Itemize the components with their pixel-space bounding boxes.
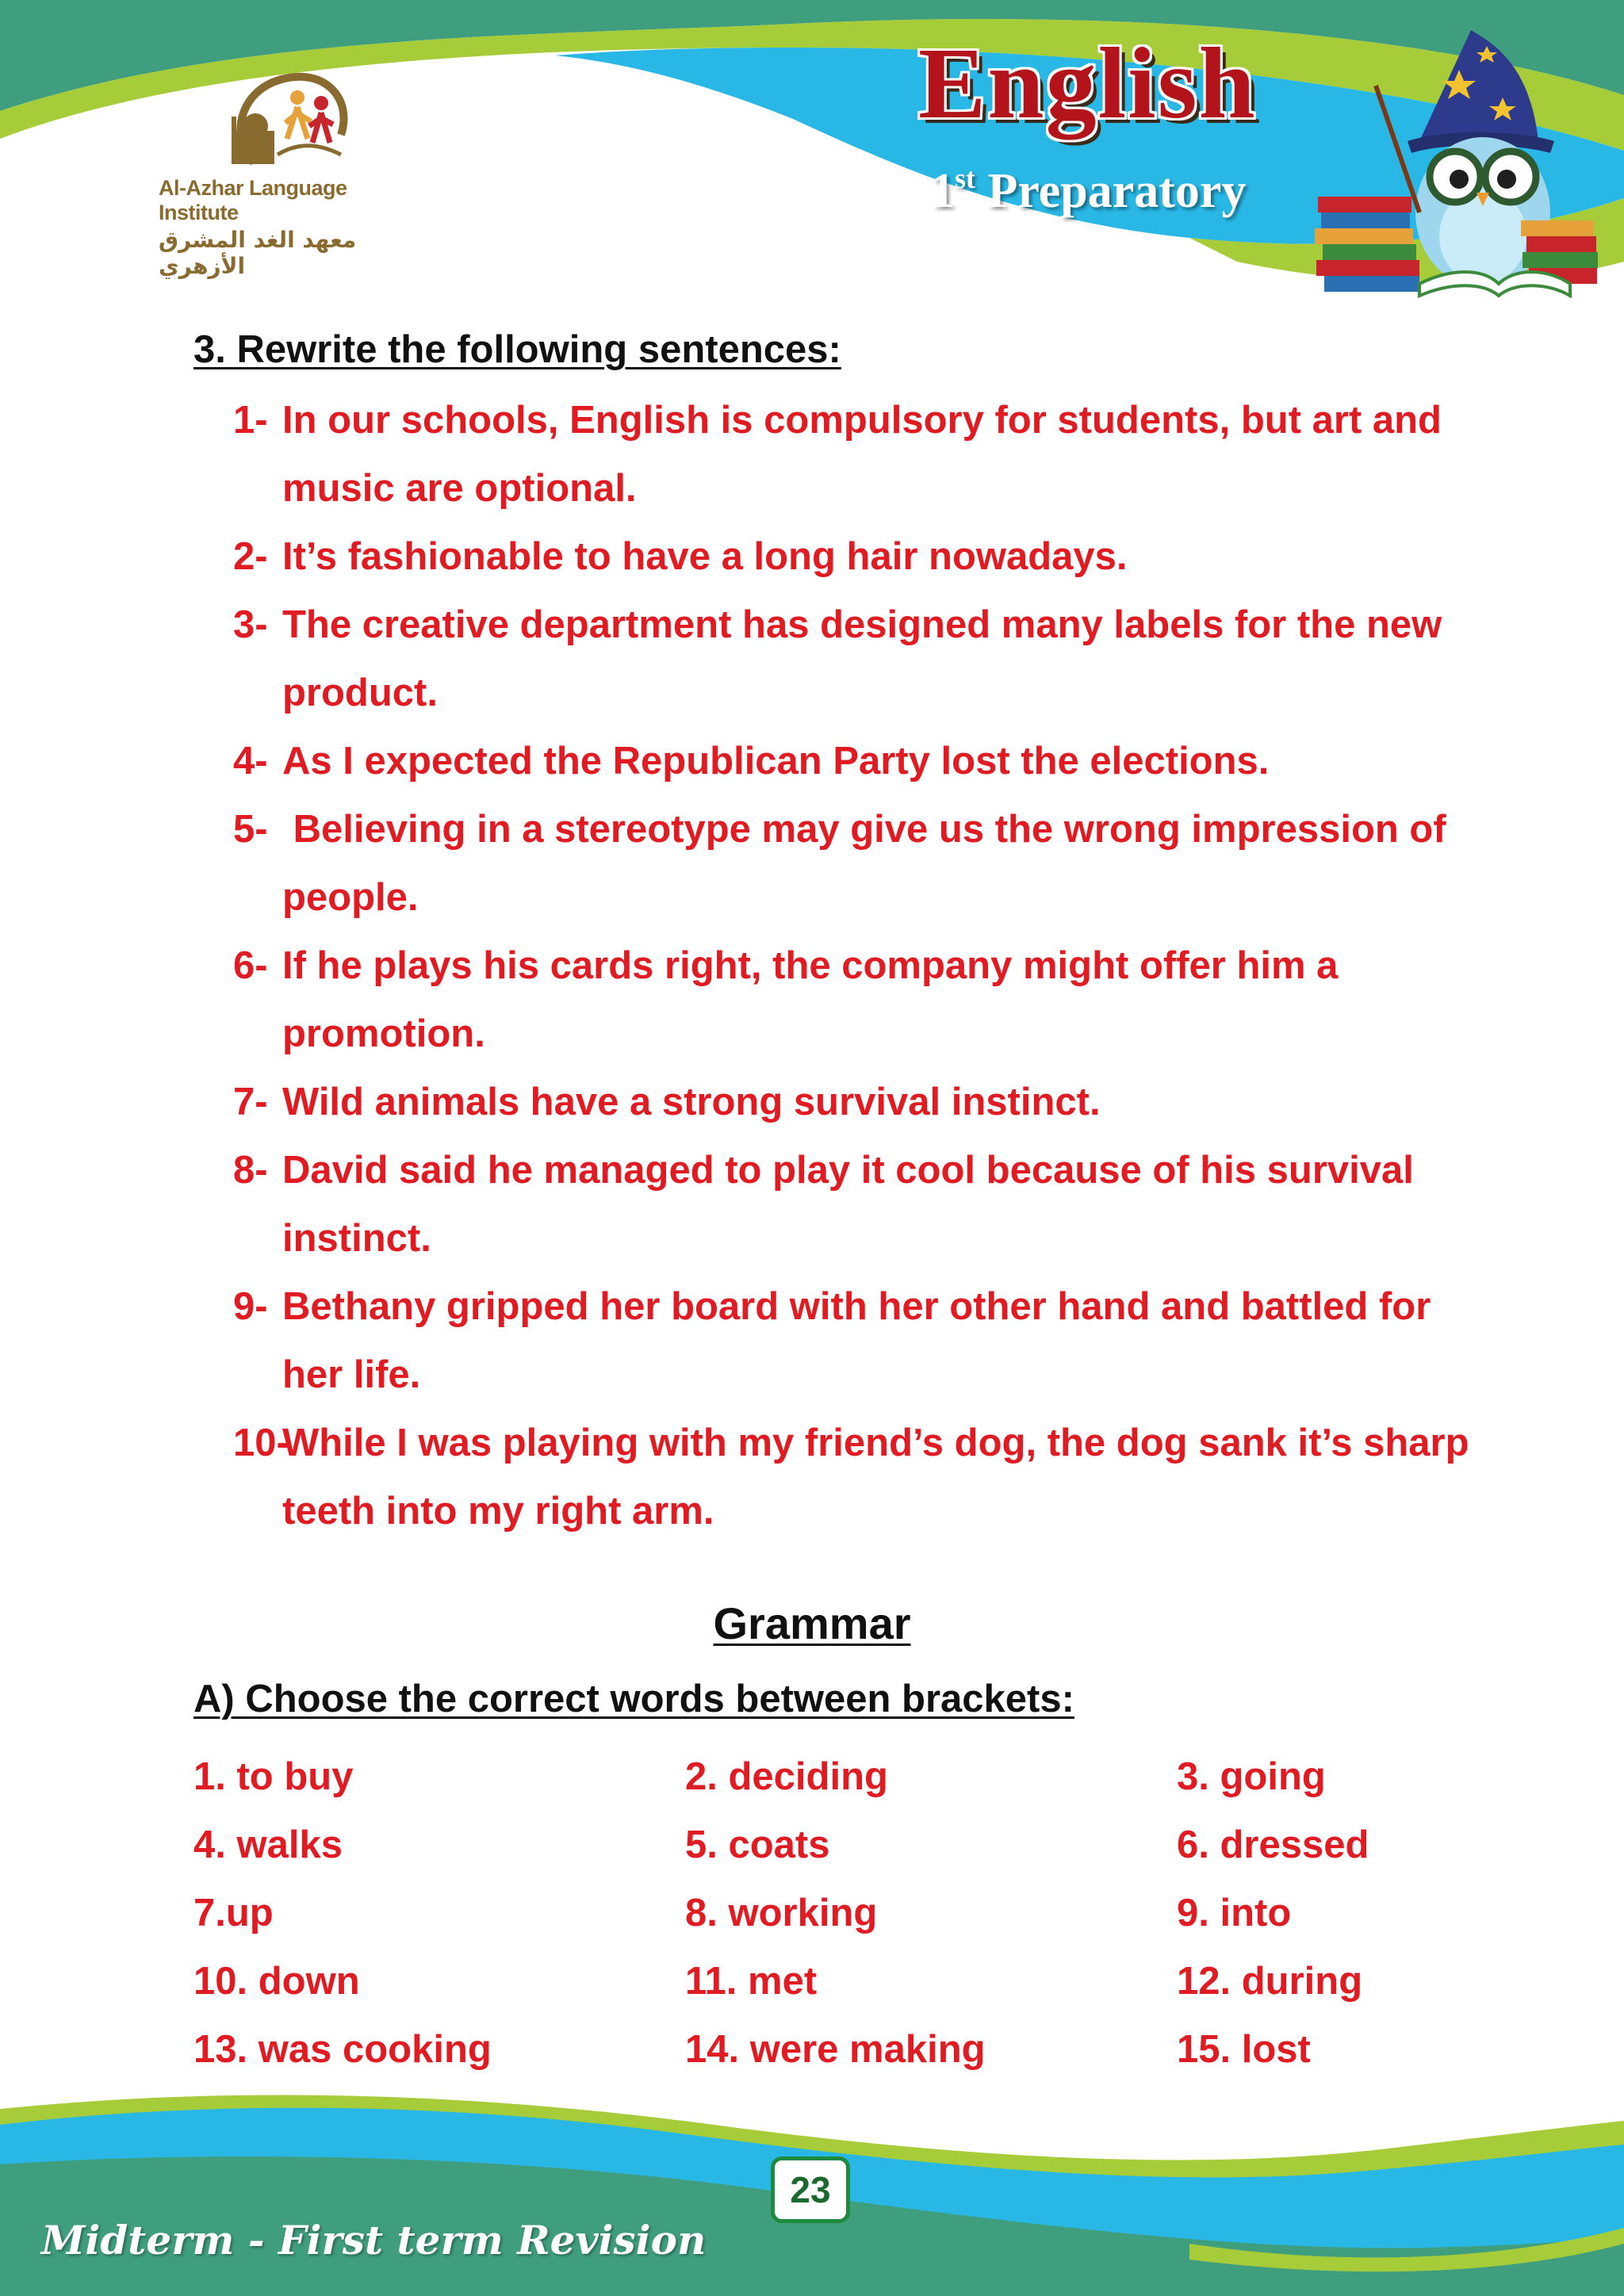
sentence-list — [193, 386, 1494, 1545]
subject-title: English — [918, 27, 1257, 140]
item-text: If he plays his cards right, the company might offer him a promotion. — [282, 944, 1339, 1055]
list-item — [193, 795, 1494, 932]
answer-item: 2. deciding — [685, 1755, 888, 1798]
page-number-badge: 23 — [771, 2156, 850, 2223]
item-number: 6- — [233, 944, 268, 987]
institute-name-english: Al-Azhar Language Institute — [159, 176, 347, 224]
answer-item: 15. lost — [1177, 2028, 1311, 2071]
list-item — [193, 591, 1494, 727]
item-text: In our schools, English is compulsory for students, but art and music are optional. — [282, 399, 1442, 510]
answer-item: 4. walks — [193, 1823, 343, 1866]
list-item — [193, 386, 1494, 522]
answer-item: 7.up — [193, 1892, 274, 1934]
item-number: 8- — [233, 1149, 268, 1192]
item-text: The creative department has designed many labels for the new product. — [282, 603, 1442, 714]
grade-title — [930, 162, 1246, 220]
institute-logo — [159, 67, 428, 279]
answers-grid — [193, 1743, 1542, 2084]
answer-item: 6. dressed — [1177, 1823, 1369, 1866]
list-item — [193, 1409, 1494, 1545]
item-text: David said he managed to play it cool because of his survival instinct. — [282, 1149, 1414, 1260]
item-text: While I was playing with my friend’s dog, the dog sank it’s sharp teeth into my right arm. — [282, 1422, 1469, 1533]
wizard-owl-books-illustration — [1300, 22, 1602, 316]
answer-item: 3. going — [1177, 1755, 1326, 1798]
answer-item: 9. into — [1177, 1892, 1292, 1934]
grade-number: 1 — [930, 164, 955, 218]
item-number: 7- — [233, 1081, 268, 1123]
answer-item: 14. were making — [685, 2028, 986, 2071]
answer-item: 8. working — [685, 1892, 878, 1934]
item-text: Bethany gripped her board with her other hand and battled for her life. — [282, 1285, 1431, 1396]
grade-suffix: st — [955, 163, 975, 194]
list-item — [193, 1136, 1494, 1272]
item-number: 3- — [233, 603, 268, 646]
list-item — [193, 932, 1494, 1068]
answer-item: 13. was cooking — [193, 2028, 492, 2071]
list-item — [193, 1272, 1494, 1409]
choose-words-heading: A) Choose the correct words between brackets: — [193, 1678, 1074, 1720]
item-text: Wild animals have a strong survival instinct. — [282, 1081, 1101, 1123]
item-number: 2- — [233, 535, 268, 578]
rewrite-sentences-section — [193, 321, 1494, 1545]
answer-item: 5. coats — [685, 1823, 830, 1866]
item-text: It’s fashionable to have a long hair nowadays. — [282, 535, 1128, 578]
answer-item: 11. met — [685, 1960, 818, 2003]
section-heading: 3. Rewrite the following sentences: — [193, 328, 841, 371]
item-text: Believing in a stereotype may give us the wrong impression of people. — [282, 808, 1457, 919]
item-number: 9- — [233, 1285, 268, 1328]
item-number: 10- — [233, 1422, 289, 1464]
footer-label: Midterm - First term Revision — [41, 2217, 707, 2263]
list-item — [193, 1068, 1494, 1136]
item-text: As I expected the Republican Party lost the elections. — [282, 740, 1270, 783]
answer-item: 12. during — [1177, 1960, 1363, 2003]
institute-emblem-icon — [222, 67, 357, 174]
item-number: 5- — [233, 808, 268, 851]
grammar-title: Grammar — [713, 1598, 911, 1648]
grade-label: Preparatory — [987, 164, 1247, 218]
item-number: 1- — [233, 399, 268, 442]
answer-item: 10. down — [193, 1960, 360, 2003]
list-item — [193, 522, 1494, 591]
item-number: 4- — [233, 740, 268, 783]
institute-name-arabic: معهد الغد المشرق الأزهري — [159, 227, 357, 279]
answer-item: 1. to buy — [193, 1755, 354, 1798]
list-item — [193, 727, 1494, 795]
